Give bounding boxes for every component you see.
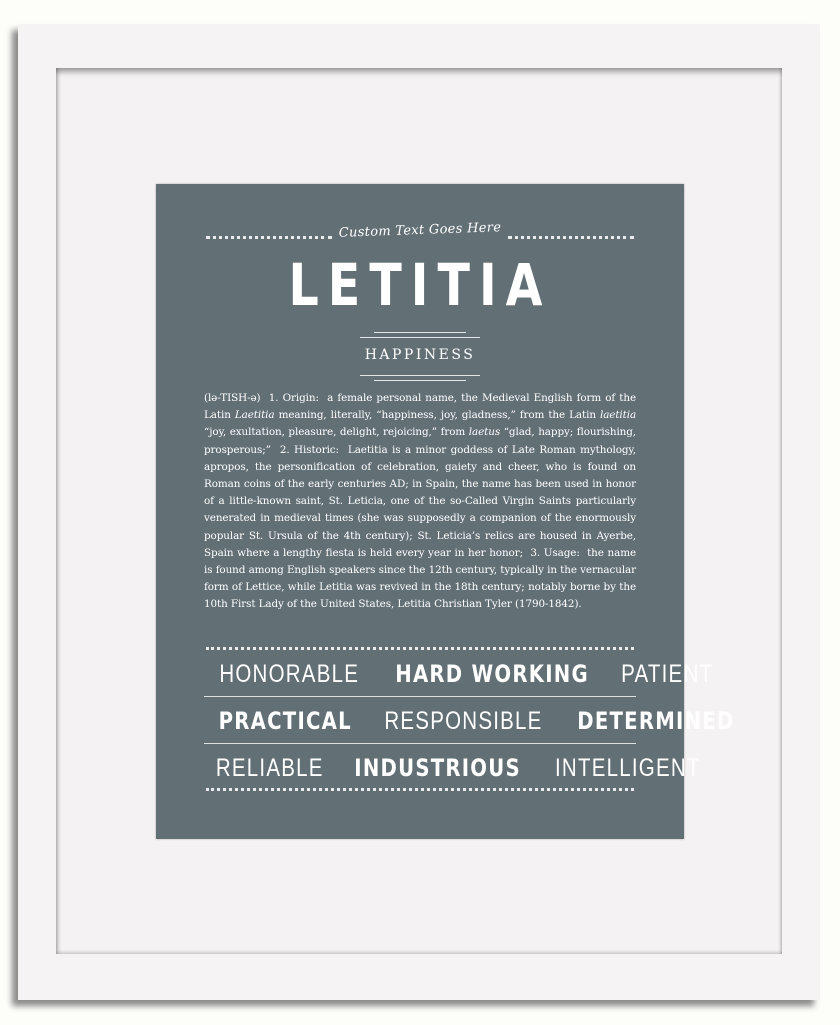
trait-industrious: INDUSTRIOUS	[353, 754, 521, 782]
rule-long-top	[360, 337, 480, 338]
name-print	[156, 184, 735, 839]
dotted-divider-traits-bottom	[206, 788, 634, 791]
name-definition	[204, 390, 636, 614]
historic-label: 2. Historic:	[279, 443, 339, 456]
trait-hard-working: HARD WORKING	[395, 660, 590, 688]
dotted-divider-traits-top	[206, 647, 634, 650]
custom-text: Custom Text Goes Here	[338, 220, 502, 241]
origin-text: meaning, literally, “happiness, joy, gladness,” from the Latin	[278, 409, 596, 422]
historic-text: Laetitia is a minor goddess of Late Roman mythology, apropos, the personification of celebration, gaiety and cheer, who is found on Roman coins of the early centuries AD; in Spain, the name has been used in honor of a little-known saint, St. Leticia, one of the so-Called Virgin Saints particularly venerated in medieval times (she was supposedly a companion of the enormously popular St. Ursula of the 4th century); St. Leticia’s relics are housed in Ayerbe, Spain where a lengthy fiesta is held every year in her honor;	[204, 443, 637, 559]
pronunciation: (lə-TISH-ə)	[204, 392, 261, 404]
usage-label: 3. Usage:	[530, 546, 580, 559]
trait-determined: DETERMINED	[576, 707, 735, 735]
print-name: LETITIA	[288, 251, 552, 319]
latin-word: Laetitia	[234, 409, 275, 422]
trait-row-2	[204, 704, 735, 738]
trait-practical: PRACTICAL	[218, 707, 352, 735]
trait-reliable: RELIABLE	[215, 753, 324, 782]
rule-long-bottom	[360, 375, 480, 376]
origin-text: “glad, happy; flourishing, prosperous;”	[204, 426, 637, 456]
latin-word: laetitia	[599, 409, 637, 422]
trait-patient: PATIENT	[620, 659, 713, 688]
dotted-divider-right	[508, 236, 634, 239]
name-meaning: HAPPINESS	[364, 347, 476, 363]
origin-text: a female personal name, the Medieval English form of the Latin	[204, 392, 637, 422]
origin-text: “joy, exultation, pleasure, delight, rejoicing,” from	[204, 426, 466, 439]
trait-row-divider	[204, 743, 636, 744]
rule-short-top	[374, 332, 466, 333]
trait-responsible: RESPONSIBLE	[383, 706, 543, 735]
trait-honorable: HONORABLE	[219, 659, 360, 688]
trait-row-1	[204, 657, 713, 691]
trait-row-divider	[204, 696, 636, 697]
rule-short-bottom	[374, 380, 466, 381]
trait-intelligent: INTELLIGENT	[554, 753, 701, 782]
usage-text: the name is found among English speakers since the 12th century, typically in the vernacular form of Lettice, while Letitia was revived in the 18th century; notably borne by the 10th First Lady of the United States, Letitia Christian Tyler (1790-1842).	[204, 546, 636, 611]
trait-row-3	[204, 751, 701, 785]
origin-label: 1. Origin:	[268, 392, 319, 404]
latin-word: laetus	[468, 426, 501, 439]
